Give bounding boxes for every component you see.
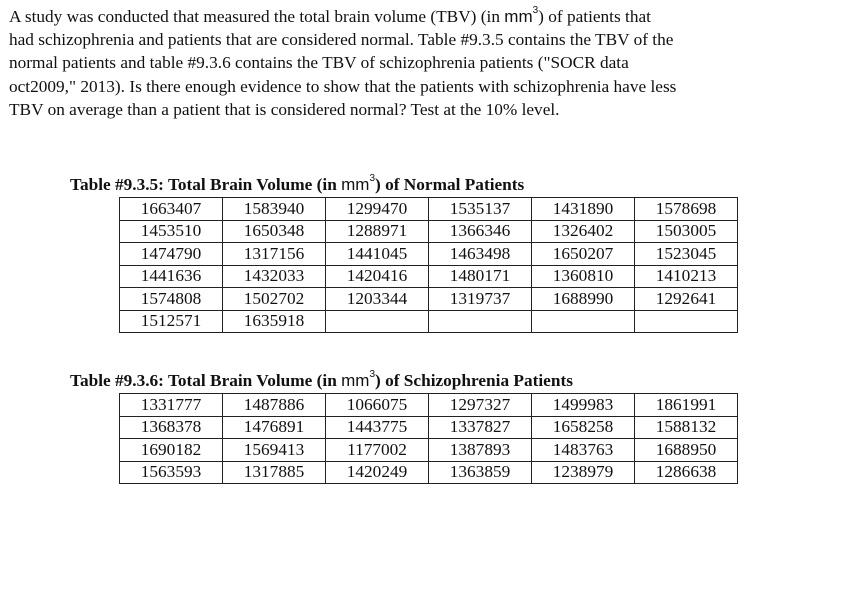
table-cell: 1563593 <box>120 461 223 484</box>
table-cell: 1499983 <box>532 394 635 417</box>
table-row <box>120 220 738 243</box>
table-cell: 1288971 <box>326 220 429 243</box>
table-schizo-caption: Table #9.3.6: Total Brain Volume (in $mm^3$) of Schizophrenia Patients <box>70 369 573 390</box>
table-cell: 1441045 <box>326 243 429 266</box>
table-cell: 1574808 <box>120 288 223 311</box>
table-schizophrenia-patients <box>119 393 738 484</box>
table-cell: 1319737 <box>429 288 532 311</box>
table-cell: 1502702 <box>223 288 326 311</box>
table-row <box>120 243 738 266</box>
table-cell: 1658258 <box>532 416 635 439</box>
table-cell <box>532 310 635 333</box>
table-cell: 1523045 <box>635 243 738 266</box>
problem-line-1: A study was conducted that measured the total brain volume (TBV) (in $mm^3$) of patients that <box>9 5 651 26</box>
table-cell: 1432033 <box>223 265 326 288</box>
table-cell: 1861991 <box>635 394 738 417</box>
table-cell: 1431890 <box>532 198 635 221</box>
table-cell: 1463498 <box>429 243 532 266</box>
table-cell: 1337827 <box>429 416 532 439</box>
table-cell: 1177002 <box>326 439 429 462</box>
problem-line-2: had schizophrenia and patients that are considered normal. Table #9.3.5 contains the TBV of the <box>9 30 674 50</box>
table-cell: 1650348 <box>223 220 326 243</box>
table-cell: 1688950 <box>635 439 738 462</box>
table-cell: 1203344 <box>326 288 429 311</box>
table-row <box>120 310 738 333</box>
table-cell: 1503005 <box>635 220 738 243</box>
table-cell: 1663407 <box>120 198 223 221</box>
table-cell: 1512571 <box>120 310 223 333</box>
table-cell: 1453510 <box>120 220 223 243</box>
table-cell: 1297327 <box>429 394 532 417</box>
table-cell: 1238979 <box>532 461 635 484</box>
table-row <box>120 198 738 221</box>
unit-mm: $mm^3$ <box>341 369 376 390</box>
unit-mm: $mm^3$ <box>504 5 539 26</box>
table-normal-caption: Table #9.3.5: Total Brain Volume (in $mm^3$) of Normal Patients <box>70 173 525 194</box>
table-cell: 1578698 <box>635 198 738 221</box>
problem-line-4: oct2009," 2013). Is there enough evidence to show that the patients with schizophrenia have less <box>9 76 677 96</box>
table-cell <box>326 310 429 333</box>
table-row <box>120 265 738 288</box>
problem-line-3: normal patients and table #9.3.6 contains the TBV of schizophrenia patients ("SOCR data <box>9 53 629 73</box>
table-cell: 1690182 <box>120 439 223 462</box>
table-cell: 1588132 <box>635 416 738 439</box>
table-cell: 1443775 <box>326 416 429 439</box>
table-cell <box>429 310 532 333</box>
table-cell: 1363859 <box>429 461 532 484</box>
problem-statement <box>9 5 839 121</box>
table-row <box>120 394 738 417</box>
table-cell: 1331777 <box>120 394 223 417</box>
table-cell: 1420249 <box>326 461 429 484</box>
table-cell: 1066075 <box>326 394 429 417</box>
table-cell: 1635918 <box>223 310 326 333</box>
table-cell: 1441636 <box>120 265 223 288</box>
table-schizo-body <box>120 394 738 484</box>
table-cell: 1650207 <box>532 243 635 266</box>
table-normal-patients <box>119 197 738 333</box>
table-cell: 1688990 <box>532 288 635 311</box>
table-cell: 1483763 <box>532 439 635 462</box>
unit-mm: $mm^3$ <box>341 173 376 194</box>
table-cell: 1317156 <box>223 243 326 266</box>
table-cell: 1420416 <box>326 265 429 288</box>
table-cell: 1487886 <box>223 394 326 417</box>
table-cell: 1410213 <box>635 265 738 288</box>
table-cell: 1366346 <box>429 220 532 243</box>
table-cell: 1387893 <box>429 439 532 462</box>
table-cell: 1368378 <box>120 416 223 439</box>
table-cell: 1286638 <box>635 461 738 484</box>
table-normal-body <box>120 198 738 333</box>
table-cell: 1535137 <box>429 198 532 221</box>
table-cell: 1583940 <box>223 198 326 221</box>
table-cell: 1476891 <box>223 416 326 439</box>
table-row <box>120 416 738 439</box>
table-cell: 1569413 <box>223 439 326 462</box>
table-cell: 1292641 <box>635 288 738 311</box>
table-row <box>120 439 738 462</box>
table-cell: 1317885 <box>223 461 326 484</box>
table-cell: 1480171 <box>429 265 532 288</box>
table-cell: 1360810 <box>532 265 635 288</box>
table-row <box>120 288 738 311</box>
table-row <box>120 461 738 484</box>
problem-line-5: TBV on average than a patient that is considered normal? Test at the 10% level. <box>9 99 560 119</box>
table-cell: 1299470 <box>326 198 429 221</box>
table-cell: 1474790 <box>120 243 223 266</box>
table-cell: 1326402 <box>532 220 635 243</box>
table-cell <box>635 310 738 333</box>
